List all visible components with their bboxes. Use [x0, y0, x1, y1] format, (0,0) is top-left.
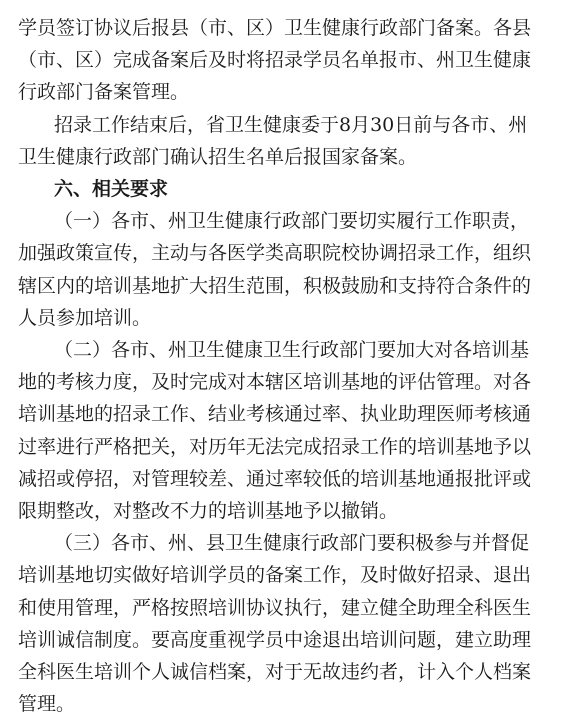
text-line: （三）各市、州、县卫生健康行政部门要积极参与并督促 — [54, 532, 530, 555]
text-line: 加强政策宣传，主动与各医学类高职院校协调招录工作，组织 — [18, 242, 532, 265]
text-line: 培训基地的招录工作、结业考核通过率、执业助理医师考核通 — [18, 403, 532, 426]
text-line: 培训基地切实做好培训学员的备案工作，及时做好招录、退出 — [18, 564, 532, 587]
text-line: 地的考核力度，及时完成对本辖区培训基地的评估管理。对各 — [18, 371, 532, 394]
text-line: 减招或停招，对管理较差、通过率较低的培训基地通报批评或 — [18, 467, 532, 490]
text-line: （一）各市、州卫生健康行政部门要切实履行工作职责， — [54, 210, 530, 233]
text-line: （市、区）完成备案后及时将招录学员名单报市、州卫生健康 — [18, 49, 532, 72]
text-line: 培训诚信制度。要高度重视学员中途退出培训问题，建立助理 — [18, 628, 532, 651]
text-line: 管理。 — [18, 693, 76, 716]
text-line: （二）各市、州卫生健康卫生行政部门要加大对各培训基 — [54, 339, 530, 361]
text-line: 招录工作结束后，省卫生健康委于8月30日前与各市、州 — [54, 113, 528, 136]
section-heading: 六、相关要求 — [54, 178, 169, 200]
text-line: 学员签订协议后报县（市、区）卫生健康行政部门备案。各县 — [18, 17, 532, 39]
text-line: 辖区内的培训基地扩大招生范围，积极鼓励和支持符合条件的 — [18, 274, 532, 297]
text-line: 限期整改，对整改不力的培训基地予以撤销。 — [18, 500, 399, 522]
text-line: 行政部门备案管理。 — [18, 81, 190, 104]
text-line: 全科医生培训个人诚信档案，对于无故违约者，计入个人档案 — [18, 661, 532, 683]
text-line: 和使用管理，严格按照培训协议执行，建立健全助理全科医生 — [18, 596, 532, 619]
text-line: 卫生健康行政部门确认招生名单后报国家备案。 — [18, 145, 418, 168]
text-line: 过率进行严格把关，对历年无法完成招录工作的培训基地予以 — [18, 435, 532, 458]
text-line: 人员参加培训。 — [18, 306, 152, 329]
